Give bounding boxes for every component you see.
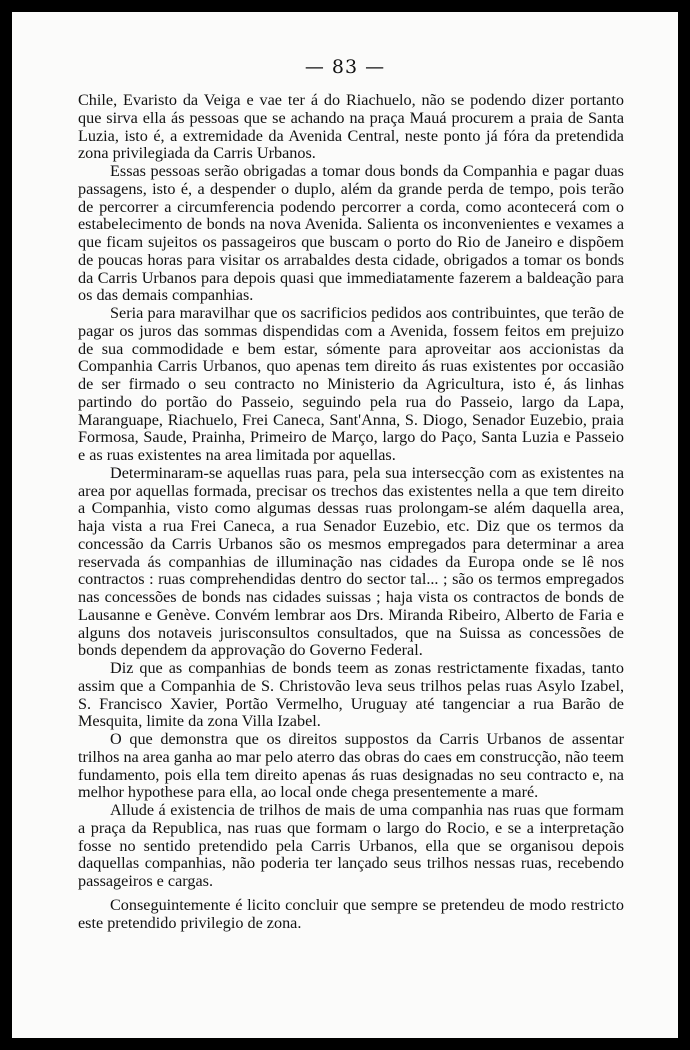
paragraph-2: Essas pessoas serão obrigadas a tomar dous bonds da Companhia e pagar duas passagens, isto é, a despender o duplo, além da grande perda de tempo, pois terão de percorrer a circumferencia podendo percorrer a corda, como acontecerá com o estabelecimento de bonds na nova Avenida. Salienta os inconvenientes e vexames a que ficam sujeitos os passageiros que buscam o porto do Rio de Janeiro e dispõem de poucas horas para visitar os arrabaldes desta cidade, obrigados a tomar os bonds da Carris Urbanos para depois quasi que immediatamente fazerem a baldeação para os das demais companhias. [78,162,624,305]
paragraph-4: Determinaram-se aquellas ruas para, pela sua intersecção com as existentes na area por aquellas formada, precisar os trechos das existentes nella a que tem direito a Companhia, visto como algumas dessas ruas prolongam-se além daquella area, haja vista a rua Frei Caneca, a rua Senador Euzebio, etc. Diz que os termos da concessão da Carris Urbanos são os mesmos empregados para determinar a area reservada ás companhias de illuminação nas cidades da Europa onde se lê nos contractos : ruas comprehendidas dentro do sector tal... ; são os termos empregados nas concessões de bonds nas cidades suissas ; haja vista os contractos de bonds de Lausanne e Genève. Convém lembrar aos Drs. Miranda Ribeiro, Alberto de Faria e alguns dos notaveis jurisconsultos consultados, que na Suissa as concessões de bonds dependem da approvação do Governo Federal. [78,463,624,660]
paragraph-6: O que demonstra que os direitos suppostos da Carris Urbanos de assentar trilhos na area ganha ao mar pelo aterro das obras do caes em construcção, não teem fundamento, pois ella tem direito apenas ás ruas designadas no seu contracto e, na melhor hypothese para ella, ao local onde chega presentemente a maré. [78,730,624,802]
paragraph-3: Seria para maravilhar que os sacrificios pedidos aos contribuintes, que terão de pagar os juros das sommas dispendidas com a Avenida, fossem feitos em prejuizo de sua commodidade e bem estar, sómente para aproveitar aos accionistas da Companhia Carris Urbanos, quo apenas tem direito ás ruas existentes por occasião de ser firmado o seu contracto no Ministerio da Agricultura, isto é, ás linhas partindo do portão do Passeio, seguindo pela rua do Passeio, largo da Lapa, Maranguape, Riachuelo, Frei Caneca, Sant'Anna, S. Diogo, Senador Euzebio, praia Formosa, Saude, Prainha, Primeiro de Março, largo do Paço, Santa Luzia e Passeio e as ruas existentes na area limitada por aquellas. [78,304,624,464]
document-page [12,12,678,1038]
paragraph-5: Diz que as companhias de bonds teem as zonas restrictamente fixadas, tanto assim que a Companhia de S. Christovão leva seus trilhos pelas ruas Asylo Izabel, S. Francisco Xavier, Portão Vermelho, Uruguay até tangenciar a rua Barão de Mesquita, limite da zona Villa Izabel. [78,659,624,731]
paragraph-7: Allude á existencia de trilhos de mais de uma companhia nas ruas que formam a praça da Republica, nas ruas que formam o largo do Rocio, e se a interpretação fosse no sentido pretendido pela Carris Urbanos, ella que se organisou depois daquellas companhias, não poderia ter lançado seus trilhos nessas ruas, recebendo passageiros e cargas. [78,801,624,890]
body-text [78,92,624,932]
paragraph-1: Chile, Evaristo da Veiga e vae ter á do Riachuelo, não se podendo dizer portanto que sirva ella ás pessoas que se achando na praça Mauá procurem a praia de Santa Luzia, isto é, a extremidade da Avenida Central, neste ponto já fóra da pretendida zona privilegiada da Carris Urbanos. [78,91,624,163]
page-number: — 83 — [304,56,386,78]
paragraph-8: Conseguintemente é licito concluir que sempre se pretendeu de modo restricto este pretendido privilegio de zona. [78,895,624,932]
